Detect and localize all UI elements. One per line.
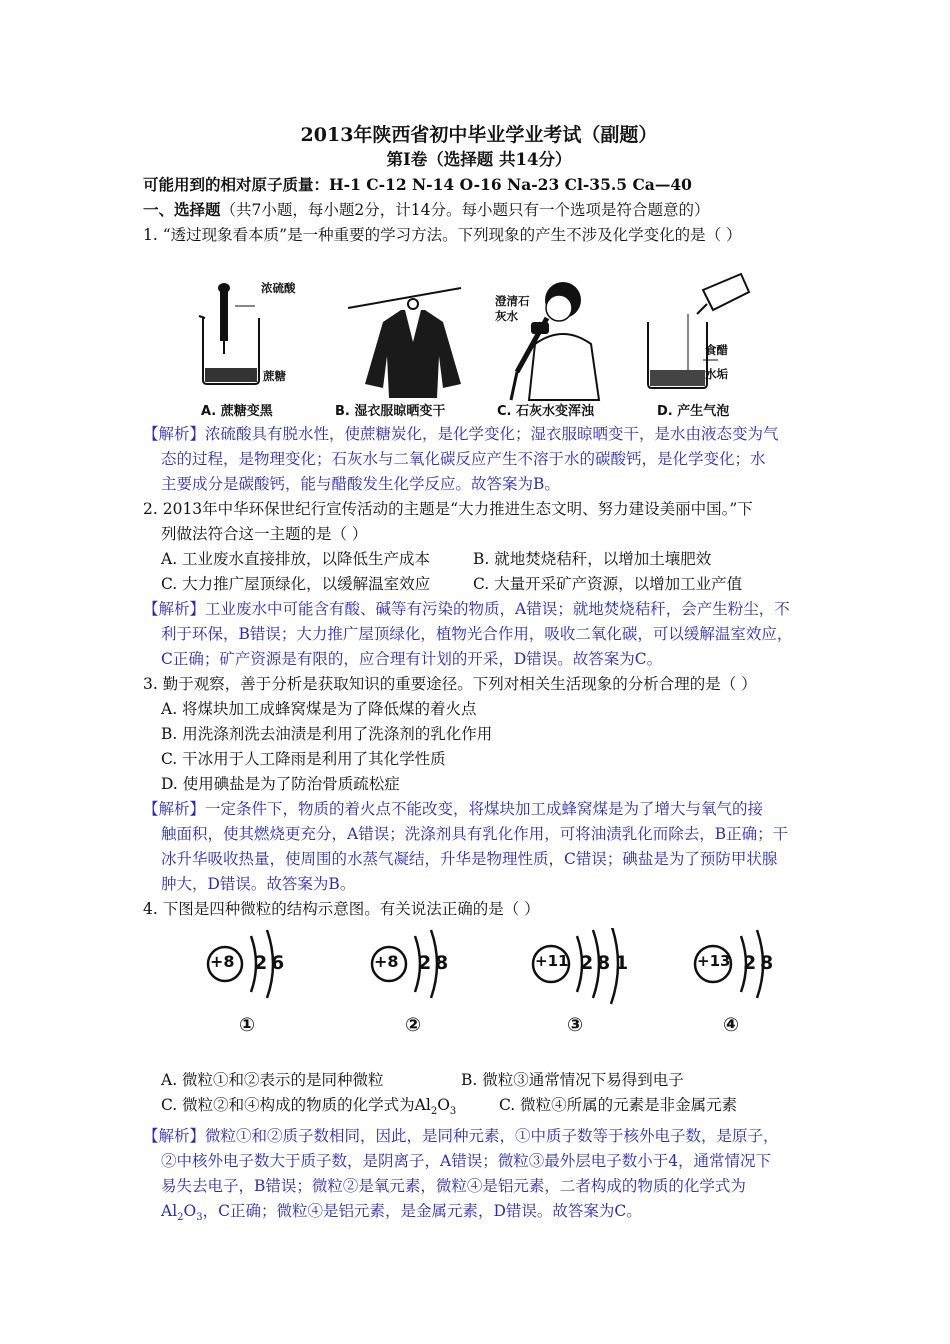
label-conc-sulfuric-acid: 浓硫酸 xyxy=(261,281,296,295)
sugar-beaker-illustration xyxy=(199,284,259,384)
particle-number-2: ② xyxy=(405,1014,422,1036)
analysis-line: 微粒①和②质子数相同，因此，是同种元素，①中质子数等于核外电子数，是原子， xyxy=(205,1127,779,1146)
exam-title: 2013年陕西省初中毕业学业考试（副题） xyxy=(300,124,658,146)
label-sucrose: 蔗糖 xyxy=(263,369,286,383)
analysis-line: 态的过程，是物理变化；石灰水与二氧化碳反应产生不溶于水的碳酸钙，是化学变化；水 xyxy=(161,450,766,468)
clothes-drying-illustration xyxy=(348,288,461,398)
question-2-analysis xyxy=(143,597,815,672)
analysis-line: 工业废水中可能含有酸、碱等有污染的物质，A错误；就地焚烧秸秆，会产生粉尘，不 xyxy=(205,600,790,618)
option-c: C. 大力推广屋顶绿化，以缓解温室效应 xyxy=(161,575,431,593)
caption-d: D. 产生气泡 xyxy=(657,404,730,419)
analysis-tag: 【解析】 xyxy=(143,425,206,443)
analysis-line-formula: $Al_2O_3$，C正确；微粒④是铝元素，是金属元素，D错误。故答案为C。 xyxy=(161,1202,642,1224)
question-2-options-row-2 xyxy=(143,572,815,597)
label-vinegar: 食醋 xyxy=(705,343,728,357)
option-a: A. 工业废水直接排放，以降低生产成本 xyxy=(161,550,431,568)
analysis-line: 主要成分是碳酸钙，能与醋酸发生化学反应。故答案为B。 xyxy=(161,475,560,493)
experiment-illustrations xyxy=(143,252,815,422)
shell-1-2: 6 xyxy=(271,952,285,974)
analysis-line: 肿大，D错误。故答案为B。 xyxy=(161,875,356,893)
question-4-analysis xyxy=(143,1124,815,1230)
nucleus-4: +13 xyxy=(697,952,731,970)
option-c-text: C. 微粒②和④构成的物质的化学式为Al xyxy=(161,1096,431,1114)
section-header xyxy=(143,197,815,223)
nucleus-2: +8 xyxy=(374,952,399,971)
particle-number-4: ④ xyxy=(723,1014,740,1036)
analysis-line: 一定条件下，物质的着火点不能改变，将煤块加工成蜂窝煤是为了增大与氧气的接 xyxy=(205,800,764,818)
option-b: B. 微粒③通常情况下易得到电子 xyxy=(461,1071,684,1089)
option-a: A. 微粒①和②表示的是同种微粒 xyxy=(161,1071,384,1089)
option-c: C. 微粒②和④构成的物质的化学式为$Al_2O_3$ xyxy=(161,1096,457,1118)
section-note: （共7小题，每小题2分，计14分。每小题只有一个选项是符合题意的） xyxy=(220,201,710,219)
question-4-options-row-2 xyxy=(143,1093,815,1124)
question-2-stem xyxy=(143,497,815,547)
analysis-tag: 【解析】 xyxy=(143,800,206,818)
question-3-stem: 3. 勤于观察，善于分析是获取知识的重要途径。下列对相关生活现象的分析合理的是（ ） xyxy=(143,675,757,693)
analysis-text: ，C正确；微粒④是铝元素，是金属元素，D错误。故答案为C。 xyxy=(202,1202,642,1221)
analysis-line: 浓硫酸具有脱水性，使蔗糖炭化，是化学变化；湿衣服晾晒变干，是水由液态变为气 xyxy=(205,425,779,443)
shell-3-2: 8 xyxy=(597,952,611,974)
stem-line: 2. 2013年中华环保世纪行宣传活动的主题是“大力推进生态文明、努力建设美丽中国。”下 xyxy=(143,500,753,518)
shell-1-1: 2 xyxy=(254,952,268,974)
shell-3-3: 1 xyxy=(615,952,629,974)
shell-arcs xyxy=(143,928,815,1068)
caption-a: A. 蔗糖变黑 xyxy=(201,404,273,419)
question-2-options-row-1 xyxy=(143,547,815,572)
option-a: A. 将煤块加工成蜂窝煤是为了降低煤的着火点 xyxy=(161,700,477,718)
shell-4-2: 8 xyxy=(760,952,774,974)
exam-page xyxy=(143,118,815,1230)
shell-4-1: 2 xyxy=(743,952,757,974)
analysis-tag: 【解析】 xyxy=(143,600,206,618)
formula-al: Al xyxy=(161,1202,178,1221)
question-3-analysis xyxy=(143,797,815,897)
analysis-line: 触面积，使其燃烧更充分，A错误；洗涤剂具有乳化作用，可将油渍乳化而除去，B正确；干 xyxy=(161,825,789,843)
atomic-structure-diagrams xyxy=(143,928,815,1068)
analysis-tag: 【解析】 xyxy=(143,1127,206,1146)
shell-2-1: 2 xyxy=(418,952,432,974)
analysis-line: 利于环保，B错误；大力推广屋顶绿化，植物光合作用，吸收二氧化碳，可以缓解温室效应， xyxy=(161,625,793,643)
option-b: B. 用洗涤剂洗去油渍是利用了洗涤剂的乳化作用 xyxy=(161,725,493,743)
question-1-analysis xyxy=(143,422,815,497)
stem-line: 列做法符合这一主题的是（ ） xyxy=(161,525,368,543)
vinegar-beaker-illustration xyxy=(648,274,749,388)
question-4-stem: 4. 下图是四种微粒的结构示意图。有关说法正确的是（ ） xyxy=(143,900,540,918)
option-c: C. 干冰用于人工降雨是利用了其化学性质 xyxy=(161,750,446,768)
section-title: 一、选择题 xyxy=(143,200,221,219)
label-scale: 水垢 xyxy=(705,367,728,381)
question-4-options-row-1 xyxy=(143,1068,815,1093)
analysis-line: ②中核外电子数大于质子数，是阴离子，A错误；微粒③最外层电子数小于4，通常情况下 xyxy=(161,1152,772,1171)
option-d: C. 大量开采矿产资源，以增加工业产值 xyxy=(473,575,743,593)
label-limewater: 澄清石灰水 xyxy=(495,294,530,323)
caption-b: B. 湿衣服晾晒变干 xyxy=(335,404,446,419)
caption-c: C. 石灰水变浑浊 xyxy=(497,404,595,419)
particle-number-3: ③ xyxy=(567,1014,584,1036)
analysis-line: C正确；矿产资源是有限的，应合理有计划的开采，D错误。故答案为C。 xyxy=(161,650,663,668)
shell-2-2: 8 xyxy=(435,952,449,974)
nucleus-3: +11 xyxy=(535,952,569,970)
nucleus-1: +8 xyxy=(210,952,235,971)
option-d: C. 微粒④所属的元素是非金属元素 xyxy=(499,1096,738,1114)
question-1-stem: 1. “透过现象看本质”是一种重要的学习方法。下列现象的产生不涉及化学变化的是（ ） xyxy=(143,226,742,244)
shell-3-1: 2 xyxy=(580,952,594,974)
analysis-line: 易失去电子，B错误；微粒②是氧元素，微粒④是铝元素，二者构成的物质的化学式为 xyxy=(161,1177,746,1196)
option-b: B. 就地焚烧秸秆，以增加土壤肥效 xyxy=(473,550,712,568)
option-d: D. 使用碘盐是为了防治骨质疏松症 xyxy=(161,775,400,793)
analysis-line: 冰升华吸收热量，使周围的水蒸气凝结，升华是物理性质，C错误；碘盐是为了预防甲状腺 xyxy=(161,850,778,868)
atomic-mass-line: 可能用到的相对原子质量：H-1 C-12 N-14 O-16 Na-23 Cl-35.5 Ca—40 xyxy=(143,175,692,194)
particle-number-1: ① xyxy=(239,1014,256,1036)
exam-subtitle: 第Ⅰ卷（选择题 共14分） xyxy=(386,150,572,169)
question-1-figure xyxy=(143,252,815,422)
